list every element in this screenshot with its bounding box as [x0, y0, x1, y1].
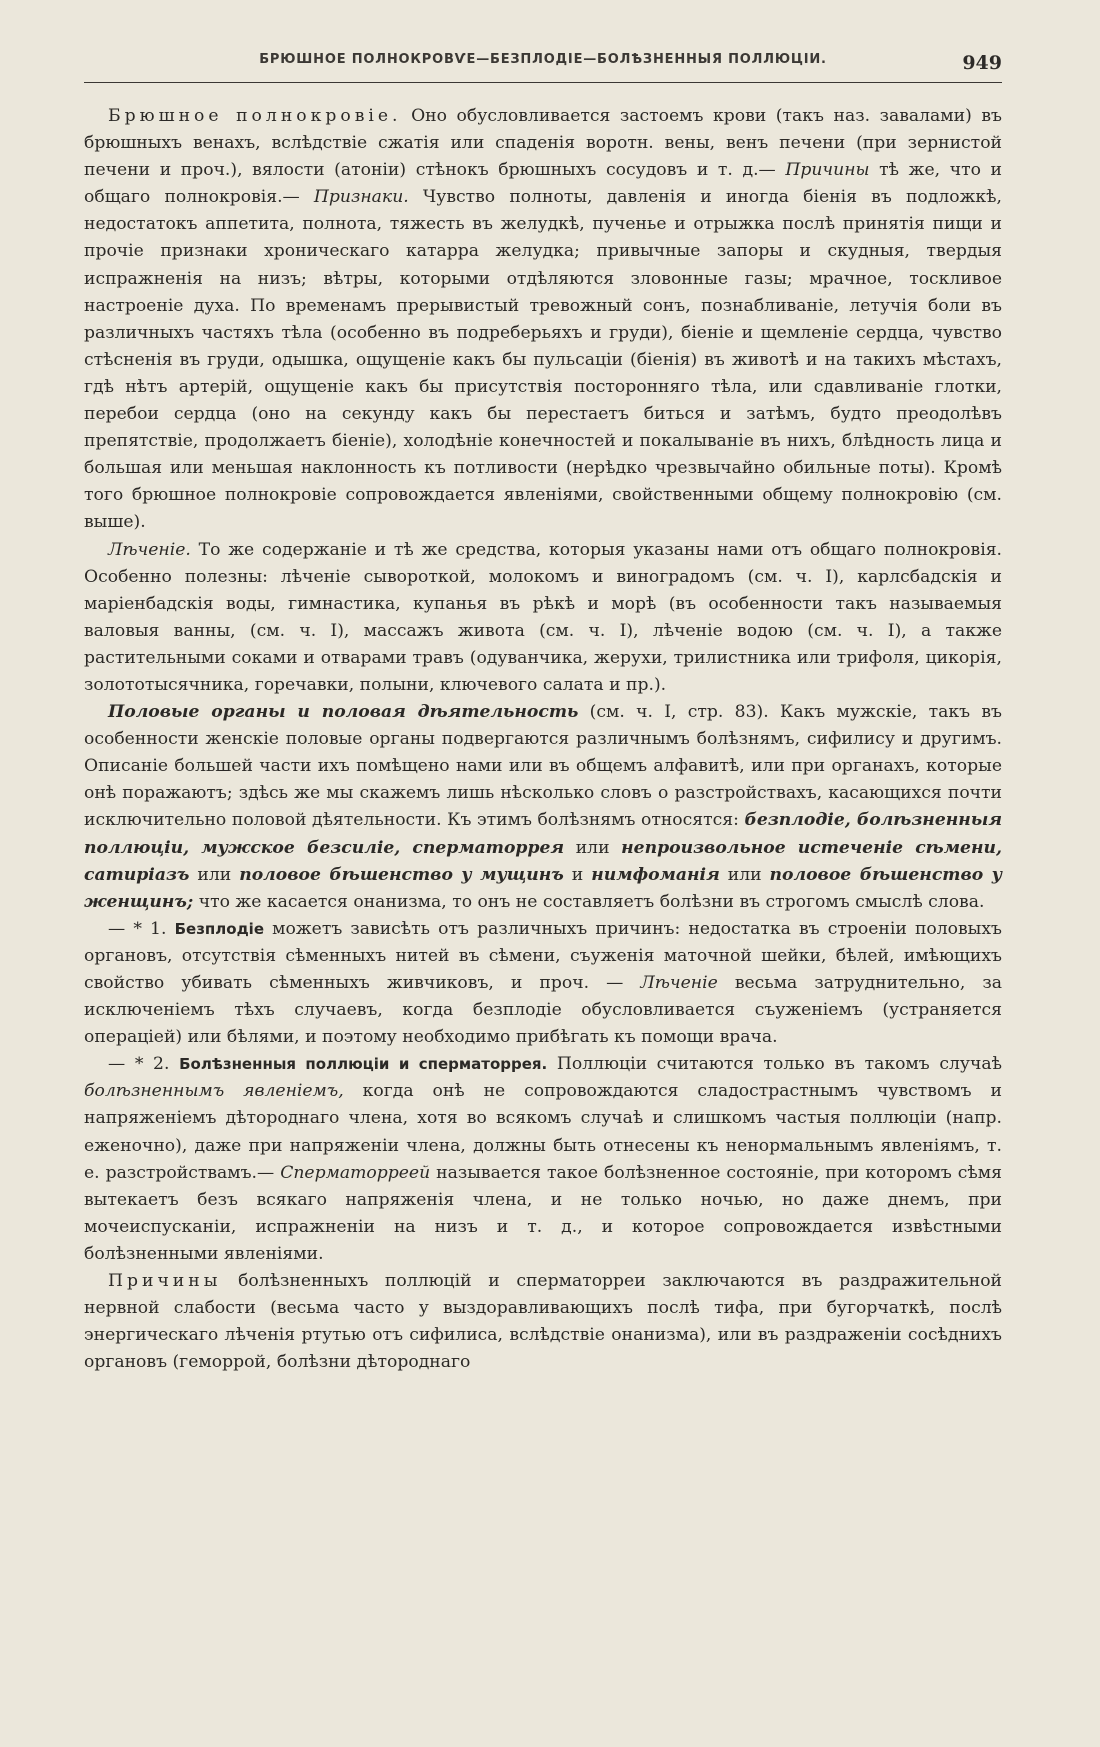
subheading-causes: Причины — [785, 160, 870, 181]
text-run: Поллюціи считаются только въ такомъ случаѣ — [547, 1054, 1002, 1075]
text-run: То же содержаніе и тѣ же средства, которыя указаны нами отъ общаго полнокровія. Особенно полезны: лѣченіе сывороткой, молокомъ и виноградомъ (см. ч. I), карлсбадскія и маріенбадскія воды, гимнастика, купанья въ рѣкѣ и морѣ (въ особенности такъ называемыя валовыя ванны, (см. ч. I), массажъ живота (см. ч. I), лѣченіе водою (см. ч. I), а также растительными соками и отварами травъ (одуванчика, жерухи, трилистника или трифоля, цикорія, золототысячника, горечавки, полыни, ключевого салата и пр.). — [84, 539, 1002, 695]
text-run: болѣзненныхъ поллюцій и сперматорреи заключаются въ раздражительной нервной слабости (весьма часто у выздоравливающихъ послѣ тифа, при бугорчаткѣ, послѣ энергическаго лѣченія ртутью отъ сифилиса, вслѣдствіе онанизма), или въ раздраженіи сосѣднихъ органовъ (геморрой, болѣзни дѣтороднаго — [84, 1271, 1003, 1373]
text-run: тѣ же, что и общаго полнокровія.— — [84, 160, 1002, 208]
text-run: Чувство полноты, давленія и иногда біенія въ подложкѣ, недостатокъ аппетита, полнота, тяжесть въ желудкѣ, пученье и отрыжка послѣ принятія пищи и прочіе признаки хроническаго катарра желудка; привычные запоры и скудныя, твердыя испражненія на низъ; вѣтры, которыми отдѣляются зловонные газы; мрачное, тоскливое настроеніе духа. По временамъ прерывистый тревожный сонъ, познабливаніе, летучія боли въ различныхъ частяхъ тѣла (особенно въ подреберьяхъ и груди), біеніе и щемленіе сердца, чувство стѣсненія въ груди, одышка, ощущеніе какъ бы пульсаціи (біенія) въ животѣ и на такихъ мѣстахъ, гдѣ нѣтъ артерій, ощущеніе какъ бы присутствія посторонняго тѣла, или сдавливаніе глотки, перебои сердца (оно на секунду какъ бы перестаетъ биться и затѣмъ, будто преодолѣвъ препятствіе, продолжаетъ біеніе), холодѣніе конечностей и покалываніе въ нихъ, блѣдность лица и большая или меньшая наклонность къ потливости (нерѣдко чрезвычайно обильные поты). Кромѣ того брюшное полнокровіе сопровождается явленіями, свойственными общему полнокровію (см. выше). — [84, 187, 1002, 533]
emphasis: болѣзненнымъ явленіемъ, — [84, 1081, 344, 1102]
header-title: БРЮШНОЕ ПОЛНОКРОВѴЕ—БЕЗПЛОДІЕ—БОЛѢЗНЕННЫЯ ПОЛЛЮЦІИ. — [259, 52, 827, 67]
subheading-treatment: Лѣченіе — [640, 973, 718, 993]
term-list: половое бѣшенство у женщинъ; — [84, 864, 1003, 912]
page-number: 949 — [962, 52, 1002, 74]
section-term: Причины — [108, 1271, 222, 1292]
subheading-treatment: Лѣченіе. — [108, 539, 191, 560]
text-run: весьма затруднительно, за исключеніемъ тѣхъ случаевъ, когда безплодіе обусловливается съуженіемъ (устраняется операціей) или бѣлями, и поэтому необходимо прибѣгать къ помощи врача. — [84, 973, 1002, 1048]
term-infertility: Безплодіе — [174, 919, 265, 938]
text-run: называется такое болѣзненное состояніе, при которомъ сѣмя вытекаетъ безъ всякаго напряженія члена, и не только ночью, но даже днемъ, при мочеиспусканіи, испражненіи на низъ и т. д., и которое сопровождается извѣстными болѣзненными явленіями. — [84, 1162, 1002, 1264]
subheading-signs: Признаки. — [313, 187, 409, 208]
item-marker: — * 2. — [108, 1054, 180, 1075]
paragraph-sexual-organs — [84, 699, 1002, 916]
paragraph-pollutions — [84, 1051, 1002, 1268]
term-pollutions: Болѣзненныя поллюціи и сперматоррея. — [179, 1055, 548, 1074]
text-run: или — [564, 837, 622, 858]
term-list: половое бѣшенство у мущинъ — [239, 864, 564, 885]
paragraph-treatment — [84, 537, 1002, 700]
text-run: можетъ зависѣть отъ различныхъ причинъ: недостатка въ строеніи половыхъ органовъ, отсутствія сѣменныхъ нитей въ сѣмени, съуженія маточной шейки, бѣлей, имѣющихъ свойство убивать сѣменныхъ живчиковъ, и проч. — — [84, 918, 1002, 993]
section-term: Брюшное полнокровіе. — [108, 106, 402, 126]
text-run: когда онѣ не сопровождаются сладострастнымъ чувствомъ и напряженіемъ дѣтороднаго члена, хотя во всякомъ случаѣ и слишкомъ частыя поллюціи (напр. еженочно), даже при напряженіи члена, должны быть отнесены къ ненормальнымъ явленіямъ, т. е. разстройствамъ.— — [84, 1081, 1002, 1183]
term-list: непроизвольное истеченіе сѣмени, сатиріазъ — [84, 837, 1002, 885]
body-text — [84, 103, 1002, 1376]
term-list: безплодіе, болѣзненныя поллюціи, мужское безсиліе, сперматоррея — [84, 810, 1003, 858]
term-list: нимфоманія — [591, 864, 720, 885]
text-run: или — [719, 864, 770, 885]
paragraph-abdominal-plethora — [84, 103, 1002, 537]
text-run: что же касается онанизма, то онъ не составляетъ болѣзни въ строгомъ смыслѣ слова. — [193, 891, 985, 912]
section-heading-sexual-organs: Половые органы и половая дѣятельность — [108, 702, 579, 723]
running-header — [84, 52, 1002, 83]
text-run: и — [563, 864, 592, 885]
text-run: (см. ч. I, стр. 83). Какъ мужскіе, такъ въ особенности женскіе половые органы подвергаются различнымъ болѣзнямъ, сифилису и другимъ. Описаніе большей части ихъ помѣщено нами или въ общемъ алфавитѣ, или при органахъ, которые онѣ поражаютъ; здѣсь же мы скажемъ лишь нѣсколько словъ о разстройствахъ, касающихся почти исключительно половой дѣятельности. Къ этимъ болѣзнямъ относятся: — [84, 702, 1002, 831]
paragraph-causes — [84, 1268, 1002, 1376]
emphasis: Сперматорреей — [280, 1162, 431, 1183]
paragraph-infertility — [84, 916, 1002, 1051]
item-marker: — * 1. — [108, 918, 175, 939]
text-run: или — [189, 864, 240, 885]
text-run: Оно обусловливается застоемъ крови (такъ наз. завалами) въ брюшныхъ венахъ, вслѣдствіе сжатія или спаденія воротн. вены, венъ печени (при зернистой печени и проч.), вялости (атоніи) стѣнокъ брюшныхъ сосудовъ и т. д.— — [84, 106, 1002, 181]
